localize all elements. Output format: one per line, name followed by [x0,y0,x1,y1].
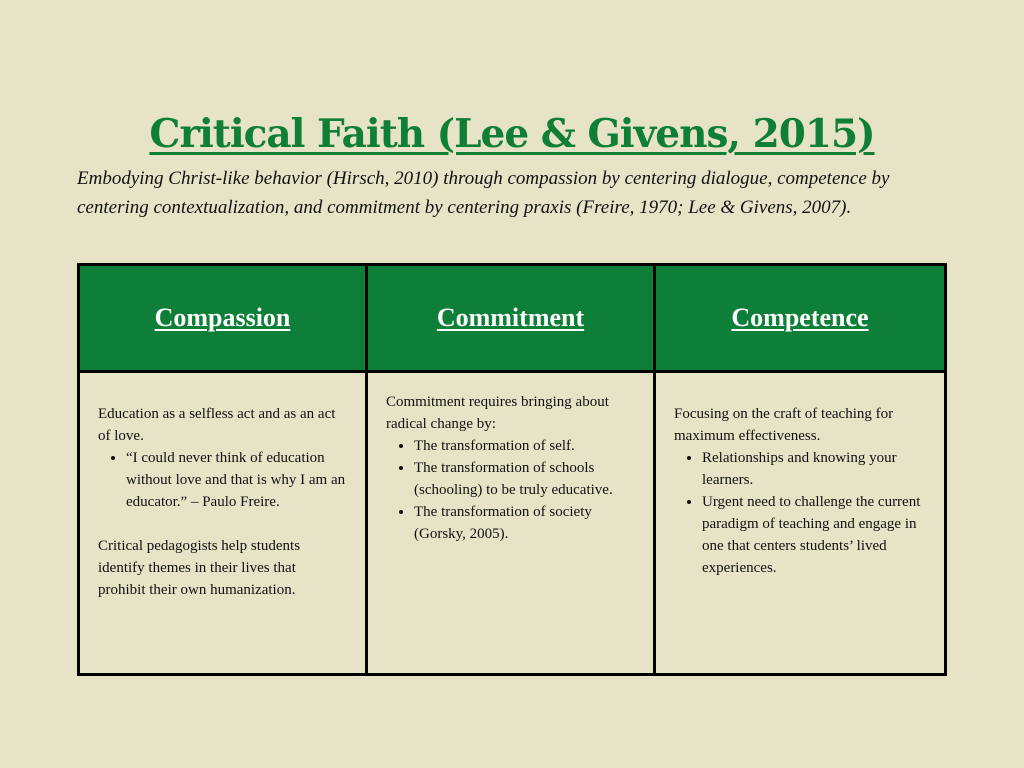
commitment-bullet: • The transformation of society (Gorsky, 2005). [414,501,635,545]
header-compassion [80,266,368,373]
heading-commitment: Commitment [436,303,585,332]
header-competence [656,266,944,373]
page-title: Critical Faith (Lee & Givens, 2015) [149,111,875,157]
heading-competence: Competence [731,303,869,332]
compassion-outro: Critical pedagogists help students identify themes in their lives that prohibit their own humanization. [98,538,301,598]
competence-intro: Focusing on the craft of teaching for maximum effectiveness. [674,406,894,444]
compassion-list [98,447,347,513]
competence-bullet: • Urgent need to challenge the current paradigm of teaching and engage in one that centers students’ lived experiences. [702,491,926,579]
commitment-list [386,435,635,545]
competence-list [674,447,926,579]
body-compassion [80,373,368,673]
commitment-bullet: • The transformation of schools (schooling) to be truly educative. [414,457,635,501]
commitment-intro: Commitment requires bringing about radical change by: [386,394,609,432]
compassion-bullet: • “I could never think of education without love and that is why I am an educator.” – Paulo Freire. [126,447,347,513]
pillars-table [77,263,947,676]
heading-compassion: Compassion [154,303,291,332]
commitment-bullet: • The transformation of self. [414,435,635,457]
body-commitment [368,373,656,673]
compassion-intro: Education as a selfless act and as an act of love. [98,406,336,444]
competence-bullet: • Relationships and knowing your learners. [702,447,926,491]
header-commitment [368,266,656,373]
body-competence [656,373,944,673]
page-subtitle: Embodying Christ-like behavior (Hirsch, 2010) through compassion by centering dialogue, competence by centering contextualization, and commitment by centering praxis (Freire, 1970; Lee & Givens, 2007). [77,168,890,218]
